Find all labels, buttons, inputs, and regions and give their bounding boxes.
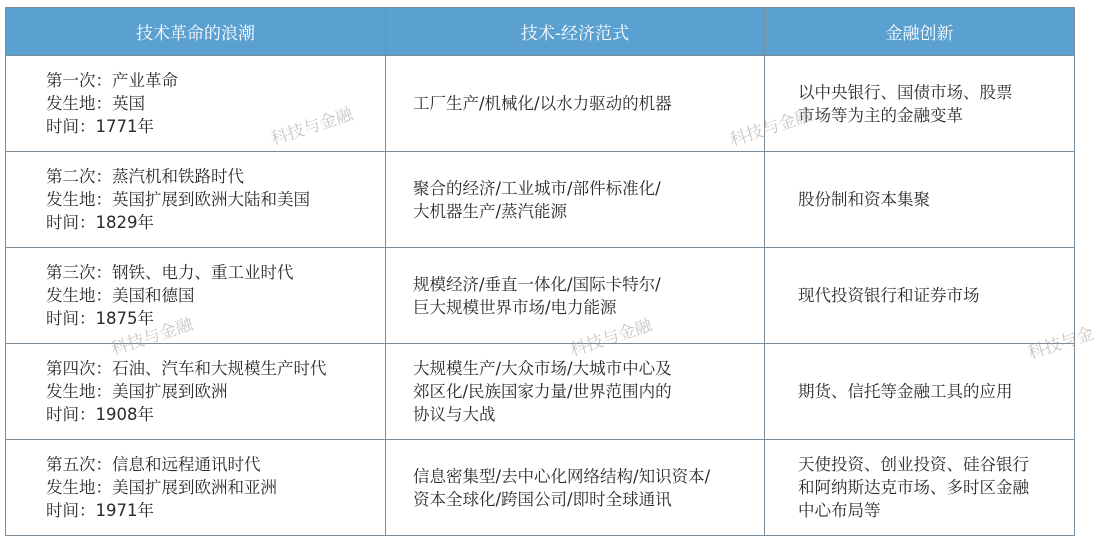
finance-line: 天使投资、创业投资、硅谷银行: [798, 455, 1029, 474]
finance-line: 股份制和资本集聚: [798, 190, 930, 209]
paradigm-line: 协议与大战: [413, 405, 496, 424]
watermark: 科技与金融: [727, 105, 815, 151]
revolution-line: 第五次：信息和远程通讯时代: [46, 455, 261, 474]
header-finance: 金融创新: [765, 8, 1075, 56]
finance-cell: [765, 344, 1075, 440]
header-revolution: 技术革命的浪潮: [6, 8, 386, 56]
revolution-cell: [6, 344, 386, 440]
finance-line: 期货、信托等金融工具的应用: [798, 382, 1013, 401]
revolution-line: 时间：1875年: [46, 309, 154, 328]
paradigm-line: 大机器生产/蒸汽能源: [413, 201, 568, 221]
revolution-line: 第三次：钢铁、电力、重工业时代: [46, 263, 294, 282]
paradigm-cell: [386, 248, 765, 344]
revolution-line: 第一次：产业革命: [46, 71, 178, 90]
watermark: 科技与金: [1025, 323, 1096, 364]
revolution-cell: [6, 248, 386, 344]
revolution-line: 发生地：美国扩展到欧洲和亚洲: [46, 478, 277, 497]
finance-cell: [765, 440, 1075, 536]
revolution-line: 时间：1771年: [46, 117, 154, 136]
table-row: [6, 152, 1075, 248]
revolution-line: 发生地：美国和德国: [46, 286, 195, 305]
revolution-line: 时间：1971年: [46, 501, 154, 520]
finance-line: 和阿纳斯达克市场、多时区金融: [798, 478, 1029, 497]
watermark: 科技与金融: [268, 104, 356, 150]
revolution-cell: [6, 440, 386, 536]
table-row: [6, 344, 1075, 440]
paradigm-cell: [386, 56, 765, 152]
revolution-cell: [6, 152, 386, 248]
paradigm-line: 郊区化/民族国家力量/世界范围内的: [413, 382, 672, 401]
finance-line: 以中央银行、国债市场、股票: [798, 82, 1013, 102]
finance-line: 中心布局等: [798, 501, 881, 520]
paradigm-line: 信息密集型/去中心化网络结构/知识资本/: [413, 466, 711, 486]
paradigm-cell: [386, 152, 765, 248]
paradigm-line: 规模经济/垂直一体化/国际卡特尔/: [413, 274, 661, 294]
table-row: [6, 248, 1075, 344]
table-row: [6, 440, 1075, 536]
revolution-line: 第二次：蒸汽机和铁路时代: [46, 167, 244, 186]
finance-cell: [765, 152, 1075, 248]
watermark: 科技与金融: [567, 315, 655, 361]
finance-line: 现代投资银行和证券市场: [798, 286, 980, 305]
paradigm-line: 工厂生产/机械化/以水力驱动的机器: [413, 94, 672, 113]
paradigm-cell: [386, 344, 765, 440]
watermark: 科技与金融: [108, 314, 196, 360]
paradigm-cell: [386, 440, 765, 536]
finance-cell: [765, 248, 1075, 344]
paradigm-line: 巨大规模世界市场/电力能源: [413, 297, 617, 317]
finance-cell: [765, 56, 1075, 152]
revolution-line: 发生地：英国: [46, 94, 145, 113]
table-row: [6, 56, 1075, 152]
paradigm-line: 资本全球化/跨国公司/即时全球通讯: [413, 489, 672, 509]
header-paradigm: 技术-经济范式: [386, 8, 765, 56]
finance-line: 市场等为主的金融变革: [798, 105, 963, 125]
paradigm-line: 聚合的经济/工业城市/部件标准化/: [413, 178, 661, 198]
tech-finance-table: [5, 7, 1075, 536]
revolution-line: 时间：1829年: [46, 213, 154, 232]
revolution-cell: [6, 56, 386, 152]
header-row: [6, 8, 1075, 56]
revolution-line: 发生地：美国扩展到欧洲: [46, 382, 228, 401]
paradigm-line: 大规模生产/大众市场/大城市中心及: [413, 359, 672, 378]
revolution-line: 第四次：石油、汽车和大规模生产时代: [46, 359, 327, 378]
revolution-line: 时间：1908年: [46, 405, 154, 424]
revolution-line: 发生地：英国扩展到欧洲大陆和美国: [46, 190, 310, 209]
